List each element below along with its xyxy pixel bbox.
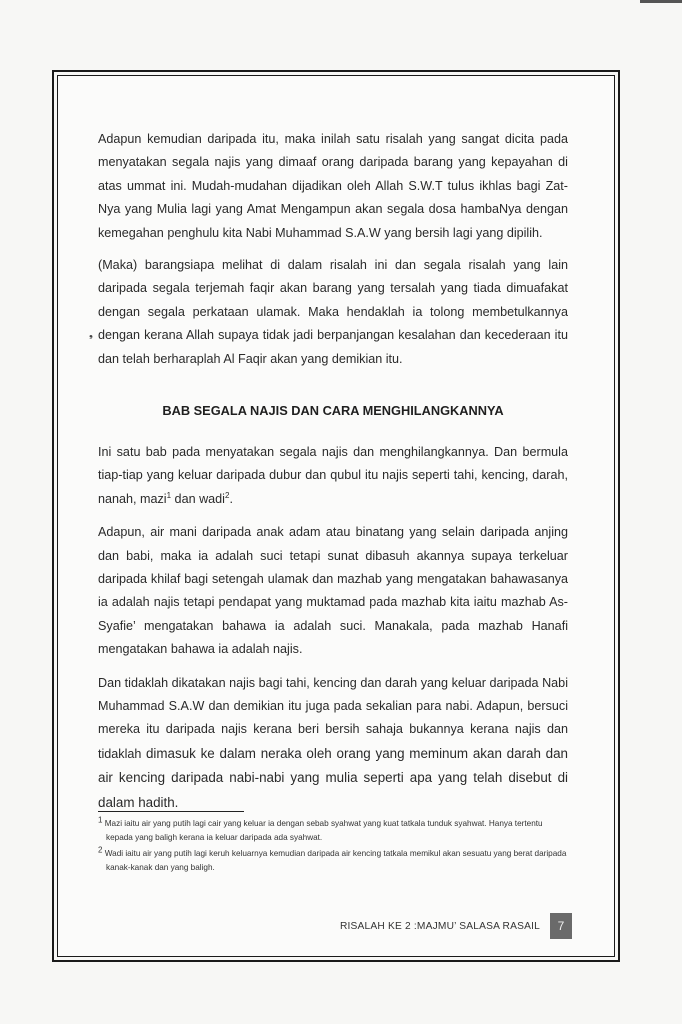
footnote-divider: [98, 811, 244, 812]
top-edge-mark: [640, 0, 682, 3]
margin-mark: ❟: [89, 329, 93, 340]
paragraph: (Maka) barangsiapa melihat di dalam risalah ini dan segala risalah yang lain daripada segala terjemah faqir akan barang yang tersalah yang tiada dimuafakat dengan segala perkataan ulamak. Maka hendaklah ia tolong membetulkannya dengan kerana Allah supaya tidak jadi berpanjangan kesalahan dan kecederaan itu dan telah berharaplah Al Faqir akan yang demikian itu.: [98, 258, 568, 366]
footnote: $^2$ Wadi iaitu air yang putih lagi keruh keluarnya kemudian daripada air kencing tatkala memikul akan sesuatu yang berat daripada kanak-kanak dan yang baligh.: [98, 845, 567, 872]
paragraph: Dan tidaklah dikatakan najis bagi tahi, kencing dan darah yang keluar daripada Nabi Muhammad S.A.W dan demikian itu juga pada sekalian para nabi. Adapun, bersuci mereka itu daripada najis kerana beri bersih sahaja bukannya kerana najis dan tidaklah dimasuk ke dalam neraka oleh orang yang meminum akan darah dan air kencing daripada nabi-nabi yang mulia seperti apa yang telah disebut di dalam hadith.: [98, 675, 568, 810]
footnotes: [98, 817, 568, 877]
footnote-ref[interactable]: 2: [224, 490, 230, 500]
footnote-ref[interactable]: 1: [166, 490, 172, 500]
footnote: $^1$ Mazi iaitu air yang putih lagi cair yang keluar ia dengan sebab syahwat yang kuat tatkala tunduk syahwat. Hanya tertentu kepada yang baligh kerana ia keluar daripada ada syahwat.: [98, 815, 543, 842]
page-number: 7: [550, 913, 572, 939]
intro-text: [98, 128, 568, 371]
paragraph: Ini satu bab pada menyatakan segala najis dan menghilangkannya. Dan bermula tiap-tiap yang keluar daripada dubur dan qubul itu najis seperti tahi, kencing, darah, nanah, mazi$^1$ dan wadi$^2$.: [98, 445, 568, 506]
running-footer: RISALAH KE 2 :MAJMU’ SALASA RASAIL: [339, 921, 540, 932]
paragraph: Adapun kemudian daripada itu, maka inilah satu risalah yang sangat dicita pada menyatakan segala najis yang dimaaf orang daripada barang yang kepayahan di atas ummat ini. Mudah-mudahan dijadikan oleh Allah S.W.T tulus ikhlas bagi Zat-Nya yang Mulia lagi yang Amat Mengampun akan segala dosa hambaNya dengan kemegahan penghulu kita Nabi Muhammad S.A.W yang bersih lagi yang dipilih.: [98, 132, 568, 240]
paragraph: Adapun, air mani daripada anak adam atau binatang yang selain daripada anjing dan babi, maka ia adalah suci tetapi sunat dibasuh akannya supaya terkeluar daripada khilaf bagi setengah ulamak dan mazhab yang mengatakan bahawasanya ia adalah najis tetapi pendapat yang muktamad pada mazhab kita iaitu mazhab As-Syafie’ mengatakan bahawa ia adalah suci. Manakala, pada mazhab Hanafi mengatakan bahawa ia adalah najis.: [98, 525, 568, 657]
section-body: [98, 441, 568, 825]
section-heading: BAB SEGALA NAJIS DAN CARA MENGHILANGKANNYA: [162, 403, 504, 418]
